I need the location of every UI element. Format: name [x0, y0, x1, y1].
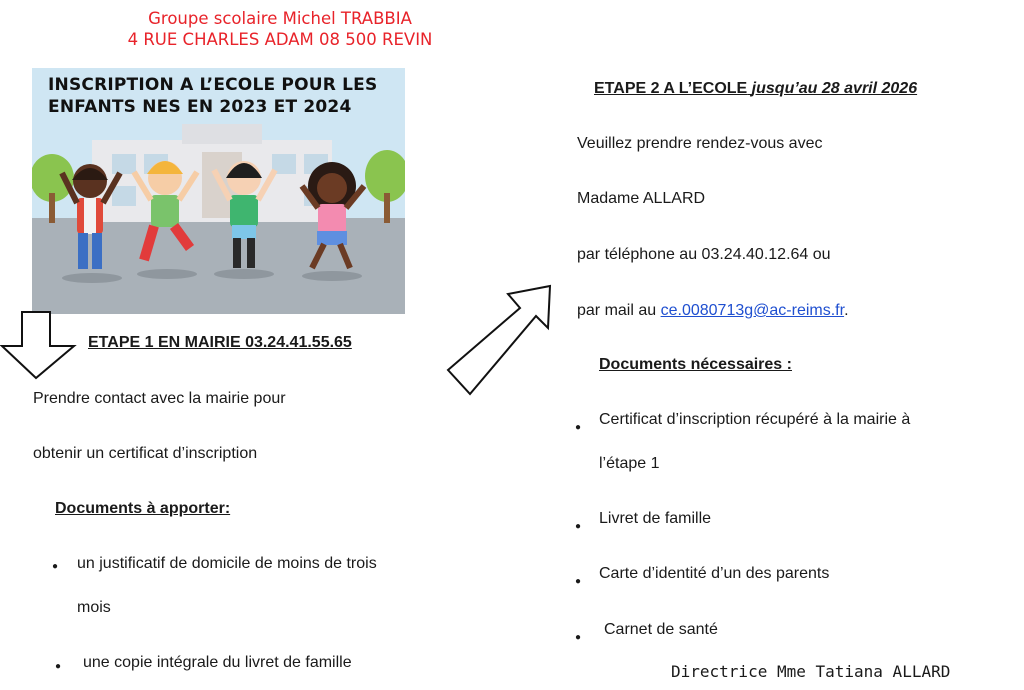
mail-prefix: par mail au	[577, 302, 657, 319]
illustration-title	[48, 74, 468, 118]
step2-doc-item-5	[575, 627, 581, 645]
step2-docs-title: Documents nécessaires :	[599, 356, 792, 373]
down-arrow-icon	[0, 310, 80, 382]
school-header	[60, 8, 500, 50]
mail-suffix: .	[844, 302, 849, 319]
email-link[interactable]: ce.0080713g@ac-reims.fr	[660, 302, 845, 319]
school-name: Groupe scolaire Michel TRABBIA	[148, 9, 412, 28]
step2-title-deadline: jusqu’au 28 avril 2026	[751, 80, 918, 97]
step2-mail-line	[577, 302, 849, 320]
diagonal-arrow-icon	[440, 278, 570, 402]
step1-doc-item-3	[55, 656, 61, 674]
step2-doc-item-4	[575, 571, 581, 589]
step2-phone-line: par téléphone au 03.24.40.12.64 ou	[577, 246, 831, 263]
step1-doc-text-3: une copie intégrale du livret de famille	[83, 654, 352, 671]
bullet-icon: ●	[575, 576, 582, 587]
step1-doc-text-1: un justificatif de domicile de moins de trois	[77, 555, 377, 572]
illustration-title-line1: INSCRIPTION A L’ECOLE POUR LES	[48, 75, 378, 95]
step1-line2: obtenir un certificat d’inscription	[33, 445, 258, 462]
step2-title-main: ETAPE 2 A L’ECOLE	[594, 80, 748, 97]
step2-line1: Veuillez prendre rendez-vous avec	[577, 135, 823, 152]
step2-title	[594, 80, 917, 98]
step2-doc-text-5: Carnet de santé	[604, 621, 718, 638]
bullet-icon: ●	[575, 632, 582, 643]
step2-doc-item-3	[575, 516, 581, 534]
bullet-icon: ●	[575, 521, 582, 532]
step1-line1: Prendre contact avec la mairie pour	[33, 390, 286, 407]
step1-doc-item-1	[52, 556, 58, 574]
step1-docs-title: Documents à apporter:	[55, 500, 231, 517]
step2-line2: Madame ALLARD	[577, 190, 706, 207]
illustration-title-line2: ENFANTS NES EN 2023 ET 2024	[48, 97, 352, 117]
step2-doc-text-2: l’étape 1	[599, 455, 660, 472]
bullet-icon: ●	[55, 661, 62, 672]
step2-doc-item-1	[575, 417, 581, 435]
step1-title: ETAPE 1 EN MAIRIE 03.24.41.55.65	[88, 334, 352, 351]
bullet-icon: ●	[52, 561, 59, 572]
step2-doc-text-1: Certificat d’inscription récupéré à la mairie à	[599, 411, 911, 428]
school-address: 4 RUE CHARLES ADAM 08 500 REVIN	[127, 30, 433, 49]
signature: Directrice Mme Tatiana ALLARD	[671, 662, 951, 681]
step1-doc-text-2: mois	[77, 599, 111, 616]
step2-doc-text-3: Livret de famille	[599, 510, 712, 527]
step2-doc-text-4: Carte d’identité d’un des parents	[599, 565, 830, 582]
bullet-icon: ●	[575, 422, 582, 433]
